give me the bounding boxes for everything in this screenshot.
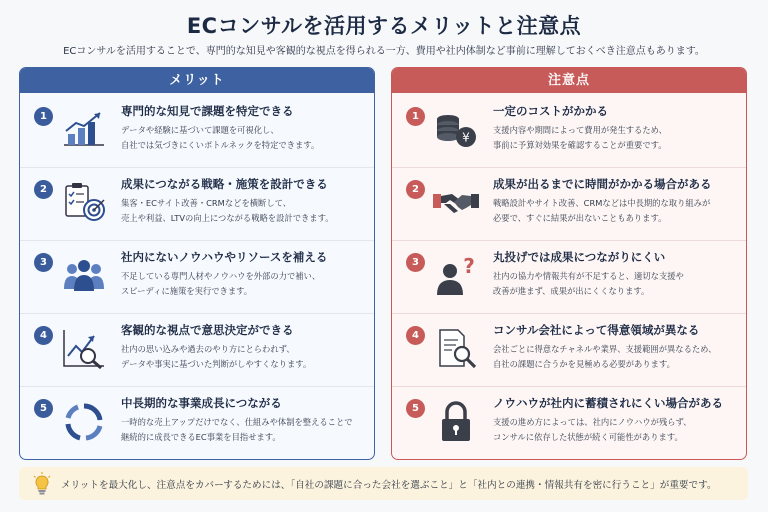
- item-title: 成果につながる戦略・施策を設計できる: [121, 177, 328, 191]
- analysis-icon: [60, 326, 108, 372]
- item-title: 中長期的な事業成長につながる: [121, 396, 282, 410]
- item-description: 不足している専門人材やノウハウを外部の力で補い、 スピーディに施策を実行できます。: [121, 271, 321, 296]
- item-number: 5: [406, 399, 425, 418]
- item-title: 丸投げでは成果につながりにくい: [493, 250, 666, 264]
- item-number: 3: [34, 253, 53, 272]
- chart-icon: [60, 107, 108, 153]
- merit-item: [20, 168, 374, 241]
- item-description: 会社ごとに得意なチャネルや業界、支援範囲が異なるため、 自社の課題に合うかを見極める必要があります。: [493, 344, 717, 369]
- merit-item: [20, 241, 374, 314]
- lightbulb-icon: [31, 472, 53, 496]
- cautions-heading: 注意点: [392, 68, 746, 93]
- item-number: 2: [34, 180, 53, 199]
- merit-item: [20, 314, 374, 387]
- page-subtitle: ECコンサルを活用することで、専門的な知見や客観的な視点を得られる一方、費用や社内体制など事前に理解しておくべき注意点もあります。: [63, 46, 705, 57]
- document-search-icon: [432, 326, 480, 372]
- item-number: 5: [34, 399, 53, 418]
- strategy-target-icon: [60, 180, 108, 226]
- cycle-icon: [60, 399, 108, 445]
- svg-text:¥: ¥: [462, 130, 470, 145]
- summary-text: メリットを最大化し、注意点をカバーするためには、「自社の課題に合った会社を選ぶこと」と「社内との連携・情報共有を密に行うこと」が重要です。: [61, 480, 717, 491]
- item-number: 2: [406, 180, 425, 199]
- item-title: コンサル会社によって得意領域が異なる: [493, 323, 700, 337]
- caution-item: [392, 387, 746, 460]
- item-description: 支援内容や期間によって費用が発生するため、 事前に予算対効果を確認することが重要です。: [493, 125, 667, 150]
- item-number: 1: [34, 107, 53, 126]
- item-title: 一定のコストがかかる: [493, 104, 608, 118]
- item-number: 1: [406, 107, 425, 126]
- item-number: 3: [406, 253, 425, 272]
- item-description: 戦略設計やサイト改善、CRMなどは中長期的な取り組みが 必要で、すぐに結果が出ないこともあります。: [493, 198, 711, 223]
- summary-footer: [19, 467, 748, 500]
- item-description: 社内の協力や情報共有が不足すると、適切な支援や 改善が進まず、成果が出にくくなります。: [493, 271, 684, 296]
- page-title: ECコンサルを活用するメリットと注意点: [186, 14, 582, 38]
- lock-icon: [432, 399, 480, 445]
- coins-icon: [432, 107, 480, 153]
- item-description: 集客・ECサイト改善・CRMなどを横断して、 売上や利益、LTVの向上につながる戦略を設計できます。: [121, 198, 334, 223]
- caution-item: [392, 95, 746, 168]
- item-description: 社内の思い込みや過去のやり方にとらわれず、 データや事実に基づいた判断がしやすくなります。: [121, 344, 312, 369]
- item-description: データや経験に基づいて課題を可視化し、 自社では気づきにくいボトルネックを特定できます。: [121, 125, 320, 150]
- cautions-panel: [391, 67, 747, 460]
- merit-item: [20, 387, 374, 460]
- caution-item: [392, 241, 746, 314]
- item-description: 一時的な売上アップだけでなく、仕組みや体制を整えることで 継続的に成長できるEC事業を目指せます。: [121, 417, 353, 442]
- caution-item: [392, 168, 746, 241]
- merits-panel: [19, 67, 375, 460]
- question-person-icon: [432, 253, 480, 299]
- item-title: ノウハウが社内に蓄積されにくい場合がある: [493, 396, 723, 410]
- handshake-icon: [432, 180, 480, 226]
- svg-text:?: ?: [463, 254, 475, 278]
- caution-item: [392, 314, 746, 387]
- item-number: 4: [406, 326, 425, 345]
- item-title: 客観的な視点で意思決定ができる: [121, 323, 294, 337]
- merits-heading: メリット: [20, 68, 374, 93]
- item-title: 専門的な知見で課題を特定できる: [121, 104, 294, 118]
- item-title: 社内にないノウハウやリソースを補える: [121, 250, 328, 264]
- people-icon: [60, 253, 108, 299]
- item-number: 4: [34, 326, 53, 345]
- item-description: 支援の進め方によっては、社内にノウハウが残らず、 コンサルに依存した状態が続く可能性があります。: [493, 417, 692, 442]
- merit-item: [20, 95, 374, 168]
- item-title: 成果が出るまでに時間がかかる場合がある: [493, 177, 712, 191]
